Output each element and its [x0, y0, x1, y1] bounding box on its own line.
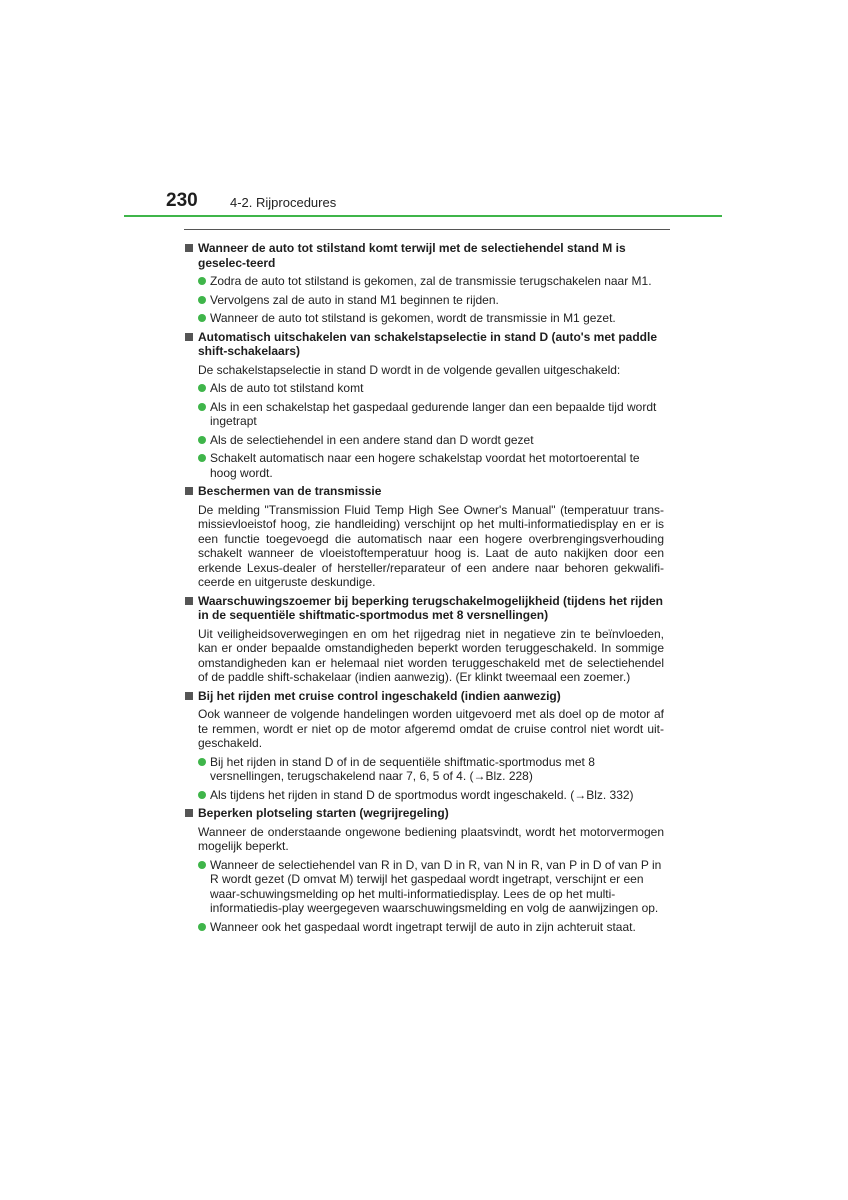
- section-heading: Automatisch uitschakelen van schakelstapselectie in stand D (auto's met paddle shift-schakelaars): [184, 330, 664, 359]
- section-heading: Beperken plotseling starten (wegrijregeling): [184, 806, 664, 821]
- round-bullet-icon: [198, 923, 206, 931]
- round-bullet-icon: [198, 758, 206, 766]
- list-item: Wanneer de selectiehendel van R in D, van D in R, van N in R, van P in D of van P in R wordt gezet (D omvat M) terwijl het gaspedaal wordt ingetrapt, verschijnt er een waar-schuwingsmelding op het multi-informatiedisplay. Lees de op het multi-informatiedis-play weergegeven waarschuwingsmelding en volg de aanwijzingen op.: [184, 858, 664, 916]
- section-heading: Beschermen van de transmissie: [184, 484, 664, 499]
- square-bullet-icon: [185, 692, 193, 700]
- list-item: Vervolgens zal de auto in stand M1 beginnen te rijden.: [184, 293, 664, 308]
- round-bullet-icon: [198, 296, 206, 304]
- round-bullet-icon: [198, 384, 206, 392]
- section-heading: Bij het rijden met cruise control ingeschakeld (indien aanwezig): [184, 689, 664, 704]
- list-item: Als de selectiehendel in een andere stand dan D wordt gezet: [184, 433, 664, 448]
- section-title: 4-2. Rijprocedures: [230, 195, 337, 210]
- paragraph: De melding "Transmission Fluid Temp High See Owner's Manual" (temperatuur trans-missievloeistof hoog, zie handleiding) verschijnt op het multi-informatiedisplay en er is een functie toegevoegd die automatisch naar een hogere overbrengingsverhouding schakelt wanneer de vloeistoftemperatuur hoog is. Laat de auto nakijken door een erkende Lexus-dealer of hersteller/reparateur of een andere naar behoren gekwalifi-ceerde en uitgeruste deskundige.: [198, 502, 664, 589]
- header-rule: [124, 215, 722, 217]
- section-heading: Wanneer de auto tot stilstand komt terwijl met de selectiehendel stand M is geselec-teerd: [184, 241, 664, 270]
- paragraph: De schakelstapselectie in stand D wordt in de volgende gevallen uitgeschakeld:: [198, 362, 621, 377]
- paragraph: Uit veiligheidsoverwegingen en om het rijgedrag niet in negatieve zin te beïnvloeden, kan er onder bepaalde omstandigheden beperkt worden teruggeschakeld. In sommige omstandigheden kan er helemaal niet worden teruggeschakeld met de selectiehendel of de paddle shift-schakelaar (indien aanwezig). (Er klinkt tweemaal een zoemer.): [198, 626, 664, 684]
- list-item: Als in een schakelstap het gaspedaal gedurende langer dan een bepaalde tijd wordt ingetrapt: [184, 400, 664, 429]
- round-bullet-icon: [198, 861, 206, 869]
- list-item: Als tijdens het rijden in stand D de sportmodus wordt ingeschakeld. (→Blz. 332): [184, 788, 664, 803]
- list-item: Bij het rijden in stand D of in de sequentiële shiftmatic-sportmodus met 8 versnellingen, terugschakelend naar 7, 6, 5 of 4. (→Blz. 228): [184, 755, 664, 784]
- square-bullet-icon: [185, 487, 193, 495]
- round-bullet-icon: [198, 791, 206, 799]
- paragraph: Wanneer de onderstaande ongewone bediening plaatsvindt, wordt het motorvermogen mogelijk beperkt.: [198, 824, 664, 853]
- round-bullet-icon: [198, 314, 206, 322]
- page-content: [184, 238, 664, 938]
- list-item: Schakelt automatisch naar een hogere schakelstap voordat het motortoerental te hoog wordt.: [184, 451, 664, 480]
- list-item: Zodra de auto tot stilstand is gekomen, zal de transmissie terugschakelen naar M1.: [184, 274, 664, 289]
- content-rule: [184, 229, 670, 230]
- square-bullet-icon: [185, 809, 193, 817]
- square-bullet-icon: [185, 597, 193, 605]
- round-bullet-icon: [198, 403, 206, 411]
- list-item: Als de auto tot stilstand komt: [184, 381, 664, 396]
- round-bullet-icon: [198, 454, 206, 462]
- round-bullet-icon: [198, 436, 206, 444]
- section-heading: Waarschuwingszoemer bij beperking terugschakelmogelijkheid (tijdens het rijden in de sequentiële shiftmatic-sportmodus met 8 versnellingen): [184, 594, 664, 623]
- square-bullet-icon: [185, 333, 193, 341]
- list-item: Wanneer de auto tot stilstand is gekomen, wordt de transmissie in M1 gezet.: [184, 311, 664, 326]
- paragraph: Ook wanneer de volgende handelingen worden uitgevoerd met als doel op de motor af te remmen, wordt er niet op de motor afgeremd omdat de cruise control niet wordt uit-geschakeld.: [198, 707, 664, 750]
- page-number: 230: [166, 190, 198, 211]
- round-bullet-icon: [198, 277, 206, 285]
- square-bullet-icon: [185, 244, 193, 252]
- list-item: Wanneer ook het gaspedaal wordt ingetrapt terwijl de auto in zijn achteruit staat.: [184, 920, 664, 935]
